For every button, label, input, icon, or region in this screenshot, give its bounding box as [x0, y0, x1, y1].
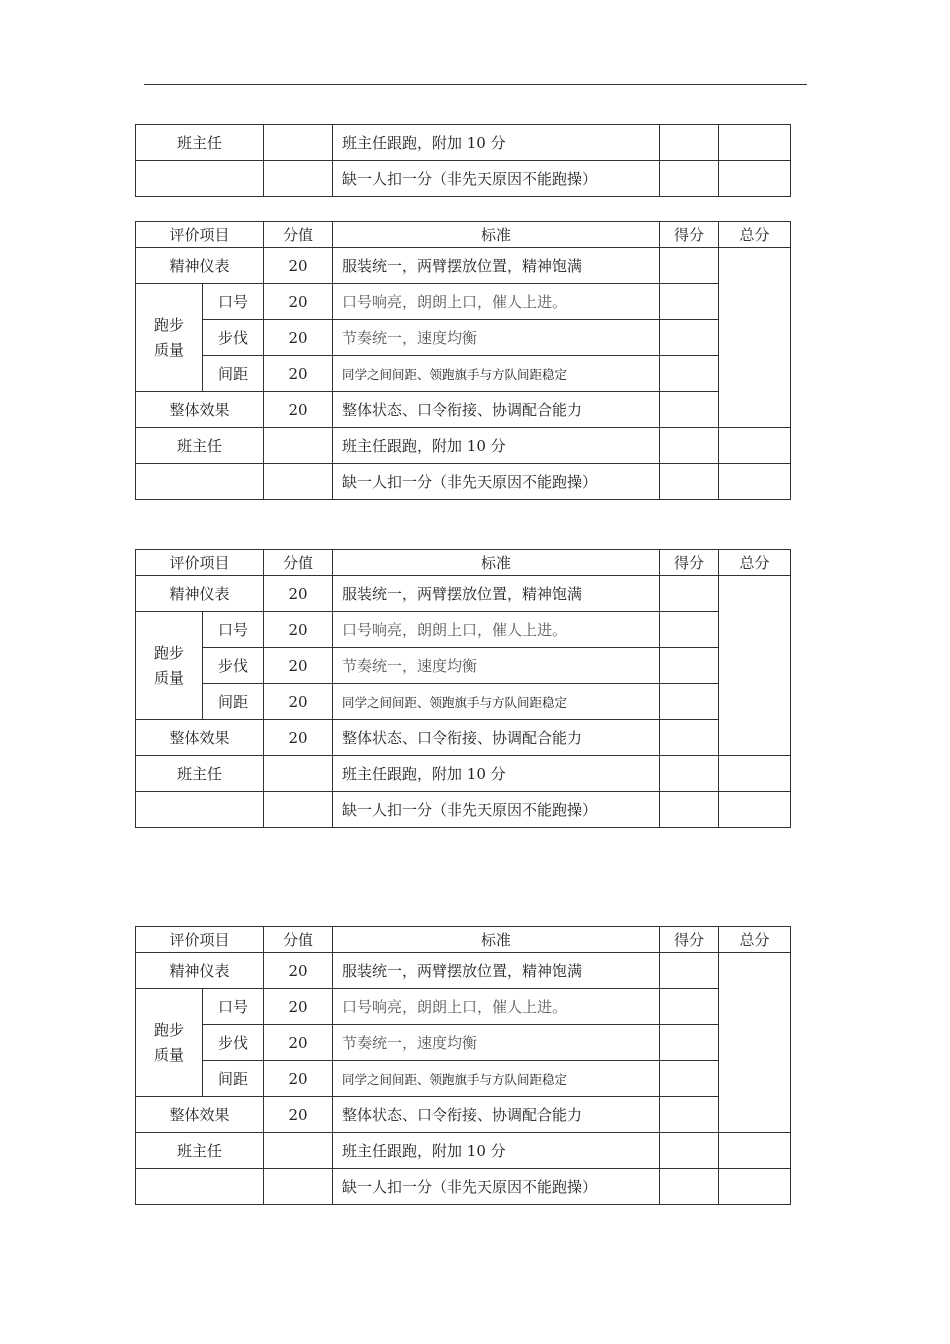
header-item: 评价项目: [136, 222, 264, 248]
value-cell: [264, 756, 333, 792]
total-cell: [719, 161, 791, 197]
value-cell: 20: [264, 576, 333, 612]
standard-cell: 缺一人扣一分（非先天原因不能跑操）: [333, 161, 660, 197]
label-line: 质量: [153, 668, 184, 687]
header-score: 得分: [660, 927, 719, 953]
table-row: [136, 576, 791, 612]
table-row: [136, 648, 791, 684]
total-cell: [719, 792, 791, 828]
table-row: [136, 1025, 791, 1061]
header-total: 总分: [719, 222, 791, 248]
score-cell: [660, 648, 719, 684]
score-cell: [660, 1025, 719, 1061]
standard-cell: 缺一人扣一分（非先天原因不能跑操）: [333, 464, 660, 500]
standard-cell: 节奏统一，速度均衡: [333, 648, 660, 684]
score-cell: [660, 953, 719, 989]
score-cell: [660, 356, 719, 392]
standard-cell: 口号响亮，朗朗上口，催人上进。: [333, 612, 660, 648]
score-cell: [660, 720, 719, 756]
value-cell: [264, 428, 333, 464]
standard-cell: 缺一人扣一分（非先天原因不能跑操）: [333, 792, 660, 828]
standard-cell: 整体状态、口令衔接、协调配合能力: [333, 1097, 660, 1133]
value-cell: 20: [264, 720, 333, 756]
value-cell: 20: [264, 684, 333, 720]
table-row: [136, 1097, 791, 1133]
value-cell: 20: [264, 284, 333, 320]
value-cell: 20: [264, 248, 333, 284]
value-cell: 20: [264, 1097, 333, 1133]
score-table-1: [135, 221, 791, 500]
total-cell: [719, 1169, 791, 1205]
score-table-2: [135, 549, 791, 828]
header-standard: 标准: [333, 550, 660, 576]
table-header-row: [136, 550, 791, 576]
total-cell: [719, 428, 791, 464]
header-value: 分值: [264, 550, 333, 576]
label-line: 跑步: [153, 1020, 184, 1039]
table-row: [136, 1133, 791, 1169]
standard-cell: 节奏统一，速度均衡: [333, 1025, 660, 1061]
value-cell: 20: [264, 612, 333, 648]
row-label: 班主任: [136, 125, 264, 161]
score-cell: [660, 1133, 719, 1169]
value-cell: 20: [264, 1025, 333, 1061]
value-cell: [264, 125, 333, 161]
sub-label: 口号: [203, 612, 264, 648]
sub-label: 间距: [203, 1061, 264, 1097]
row-label: [136, 1169, 264, 1205]
score-cell: [660, 320, 719, 356]
score-cell: [660, 161, 719, 197]
running-quality-label: [136, 284, 203, 392]
row-label: 整体效果: [136, 392, 264, 428]
total-cell: [719, 576, 791, 756]
standard-cell: 口号响亮，朗朗上口，催人上进。: [333, 284, 660, 320]
table-row: [136, 392, 791, 428]
value-cell: 20: [264, 320, 333, 356]
score-cell: [660, 428, 719, 464]
standard-cell: 整体状态、口令衔接、协调配合能力: [333, 720, 660, 756]
table-header-row: [136, 222, 791, 248]
total-cell: [719, 248, 791, 428]
table-row: [136, 1169, 791, 1205]
sub-label: 间距: [203, 356, 264, 392]
standard-cell: 口号响亮，朗朗上口，催人上进。: [333, 989, 660, 1025]
value-cell: 20: [264, 953, 333, 989]
standard-cell: 服装统一，两臂摆放位置，精神饱满: [333, 248, 660, 284]
value-cell: [264, 464, 333, 500]
score-cell: [660, 989, 719, 1025]
table-row: [136, 612, 791, 648]
header-total: 总分: [719, 550, 791, 576]
standard-cell: 服装统一，两臂摆放位置，精神饱满: [333, 953, 660, 989]
sub-label: 口号: [203, 989, 264, 1025]
score-cell: [660, 576, 719, 612]
total-cell: [719, 125, 791, 161]
standard-cell: 缺一人扣一分（非先天原因不能跑操）: [333, 1169, 660, 1205]
score-table-fragment: [135, 124, 791, 197]
row-label: 精神仪表: [136, 576, 264, 612]
value-cell: 20: [264, 392, 333, 428]
label-line: 质量: [153, 340, 184, 359]
header-score: 得分: [660, 550, 719, 576]
standard-cell: 同学之间间距、领跑旗手与方队间距稳定: [333, 1061, 660, 1097]
standard-cell: 同学之间间距、领跑旗手与方队间距稳定: [333, 356, 660, 392]
standard-cell: 班主任跟跑，附加 10 分: [333, 756, 660, 792]
standard-cell: 班主任跟跑，附加 10 分: [333, 1133, 660, 1169]
score-cell: [660, 1097, 719, 1133]
header-standard: 标准: [333, 222, 660, 248]
value-cell: 20: [264, 356, 333, 392]
table-row: [136, 284, 791, 320]
table-row: [136, 320, 791, 356]
table-row: [136, 161, 791, 197]
row-label: 整体效果: [136, 720, 264, 756]
row-label: 整体效果: [136, 1097, 264, 1133]
score-cell: [660, 792, 719, 828]
table-row: [136, 428, 791, 464]
sub-label: 步伐: [203, 648, 264, 684]
row-label: [136, 161, 264, 197]
score-cell: [660, 125, 719, 161]
header-value: 分值: [264, 927, 333, 953]
score-cell: [660, 392, 719, 428]
label-line: 质量: [153, 1045, 184, 1064]
sub-label: 步伐: [203, 320, 264, 356]
score-cell: [660, 1169, 719, 1205]
table-row: [136, 953, 791, 989]
table-row: [136, 125, 791, 161]
score-cell: [660, 248, 719, 284]
table-row: [136, 989, 791, 1025]
total-cell: [719, 756, 791, 792]
value-cell: 20: [264, 1061, 333, 1097]
header-standard: 标准: [333, 927, 660, 953]
header-score: 得分: [660, 222, 719, 248]
score-cell: [660, 756, 719, 792]
score-cell: [660, 284, 719, 320]
standard-cell: 服装统一，两臂摆放位置，精神饱满: [333, 576, 660, 612]
header-value: 分值: [264, 222, 333, 248]
row-label: 班主任: [136, 1133, 264, 1169]
total-cell: [719, 464, 791, 500]
standard-cell: 同学之间间距、领跑旗手与方队间距稳定: [333, 684, 660, 720]
row-label: 班主任: [136, 756, 264, 792]
header-rule: [144, 84, 807, 85]
table-row: [136, 248, 791, 284]
table-row: [136, 356, 791, 392]
standard-cell: 班主任跟跑，附加 10 分: [333, 125, 660, 161]
running-quality-label: [136, 612, 203, 720]
standard-cell: 班主任跟跑，附加 10 分: [333, 428, 660, 464]
row-label: 精神仪表: [136, 248, 264, 284]
value-cell: [264, 1169, 333, 1205]
sub-label: 步伐: [203, 1025, 264, 1061]
standard-cell: 节奏统一，速度均衡: [333, 320, 660, 356]
row-label: [136, 792, 264, 828]
header-item: 评价项目: [136, 550, 264, 576]
value-cell: 20: [264, 989, 333, 1025]
score-table-3: [135, 926, 791, 1205]
row-label: 精神仪表: [136, 953, 264, 989]
score-cell: [660, 1061, 719, 1097]
value-cell: 20: [264, 648, 333, 684]
header-total: 总分: [719, 927, 791, 953]
row-label: [136, 464, 264, 500]
sub-label: 口号: [203, 284, 264, 320]
label-line: 跑步: [153, 315, 184, 334]
table-row: [136, 720, 791, 756]
table-row: [136, 1061, 791, 1097]
value-cell: [264, 161, 333, 197]
table-row: [136, 792, 791, 828]
standard-cell: 整体状态、口令衔接、协调配合能力: [333, 392, 660, 428]
value-cell: [264, 792, 333, 828]
label-line: 跑步: [153, 643, 184, 662]
running-quality-label: [136, 989, 203, 1097]
table-row: [136, 684, 791, 720]
table-header-row: [136, 927, 791, 953]
table-row: [136, 756, 791, 792]
total-cell: [719, 1133, 791, 1169]
sub-label: 间距: [203, 684, 264, 720]
header-item: 评价项目: [136, 927, 264, 953]
score-cell: [660, 612, 719, 648]
table-row: [136, 464, 791, 500]
row-label: 班主任: [136, 428, 264, 464]
value-cell: [264, 1133, 333, 1169]
total-cell: [719, 953, 791, 1133]
score-cell: [660, 684, 719, 720]
score-cell: [660, 464, 719, 500]
